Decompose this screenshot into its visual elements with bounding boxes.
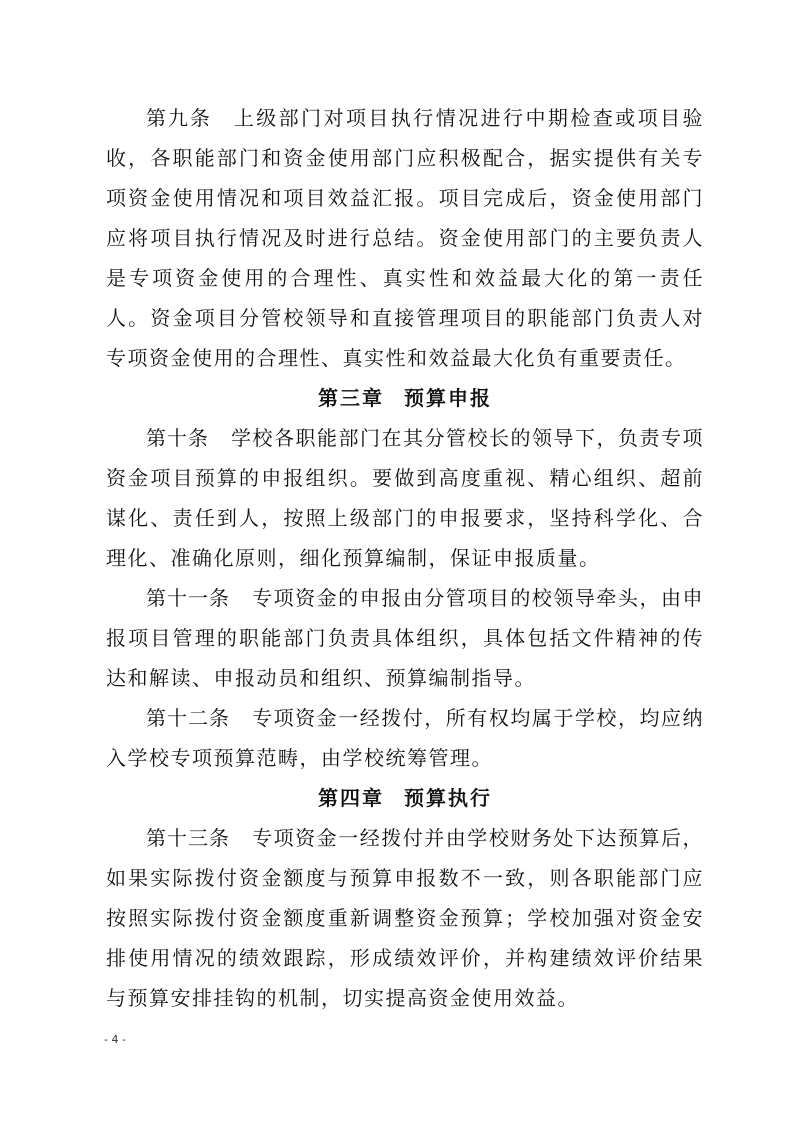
article-12 <box>106 698 704 778</box>
article-text: 学校各职能部门在其分管校长的领导下，负责专项资金项目预算的申报组织。要做到高度重视、精心组织、超前谋化、责任到人，按照上级部门的申报要求，坚持科学化、合理化、准确化原则，细化预算编制，保证申报质量。 <box>106 426 704 570</box>
document-body <box>106 98 704 1018</box>
chapter-heading-4 <box>106 778 704 818</box>
article-label: 第十二条 <box>146 706 231 730</box>
article-text: 上级部门对项目执行情况进行中期检查或项目验收，各职能部门和资金使用部门应积极配合，据实提供有关专项资金使用情况和项目效益汇报。项目完成后，资金使用部门应将项目执行情况及时进行总结。资金使用部门的主要负责人是专项资金使用的合理性、真实性和效益最大化的第一责任人。资金项目分管校领导和直接管理项目的职能部门负责人对专项资金使用的合理性、真实性和效益最大化负有重要责任。 <box>106 106 705 370</box>
chapter-number: 第三章 <box>318 386 384 410</box>
article-text: 专项资金一经拨付并由学校财务处下达预算后，如果实际拨付资金额度与预算申报数不一致，则各职能部门应按照实际拨付资金额度重新调整资金预算；学校加强对资金安排使用情况的绩效跟踪，形成绩效评价，并构建绩效评价结果与预算安排挂钩的机制，切实提高资金使用效益。 <box>106 826 705 1010</box>
article-label: 第十三条 <box>146 826 231 850</box>
page-number: - 4 - <box>104 1033 126 1046</box>
chapter-heading-3 <box>106 378 704 418</box>
article-11 <box>106 578 704 698</box>
article-text: 专项资金一经拨付，所有权均属于学校，均应纳入学校专项预算范畴，由学校统筹管理。 <box>106 706 705 770</box>
chapter-title: 预算申报 <box>404 386 492 410</box>
article-13 <box>106 818 704 1018</box>
article-9 <box>106 98 704 378</box>
article-10 <box>106 418 704 578</box>
chapter-title: 预算执行 <box>404 786 492 810</box>
article-label: 第十条 <box>146 426 209 450</box>
chapter-number: 第四章 <box>318 786 384 810</box>
article-text: 专项资金的申报由分管项目的校领导牵头，由申报项目管理的职能部门负责具体组织，具体包括文件精神的传达和解读、申报动员和组织、预算编制指导。 <box>106 586 705 690</box>
article-label: 第九条 <box>146 106 212 130</box>
article-label: 第十一条 <box>146 586 231 610</box>
